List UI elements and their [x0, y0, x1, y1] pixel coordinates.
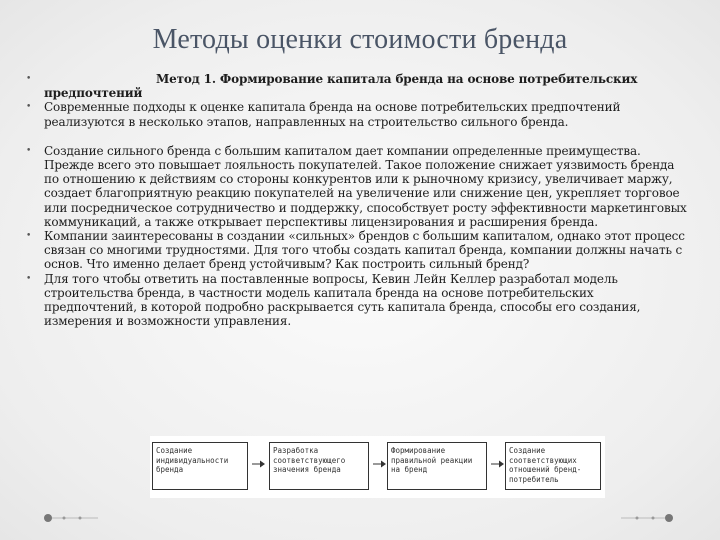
arrow-right-icon	[373, 459, 386, 469]
bullet-item	[22, 100, 690, 128]
bullet-dot-icon: •	[26, 273, 32, 284]
arrow-right-icon	[491, 459, 504, 469]
bullet-text: Для того чтобы ответить на поставленные вопросы, Кевин Лейн Келлер разработал модель строительства бренда, в частности модель капитала бренда на основе потребительских предпочтений, в которой подробно раскрывается суть капитала бренда, способы его создания, измерения и возможности управления.	[44, 271, 641, 329]
bullet-dot-icon: •	[26, 231, 32, 242]
diagram-step-box: Создание соответствующих отношений бренд-потребитель	[505, 442, 601, 490]
decorative-dots-left	[42, 512, 102, 524]
slide-content	[22, 72, 690, 328]
bullet-dot-icon: •	[26, 102, 32, 113]
brand-equity-flow-diagram	[150, 436, 605, 498]
bullet-text: Создание сильного бренда с большим капиталом дает компании определенные преимущества. Прежде всего это повышает лояльность покупателей. Такое положение снижает уязвимость бренда по отношению к действиям со стороны конкурентов или к рыночному кризису, увеличивает маржу, создает благоприятную реакцию покупателей на увеличение или снижение цен, укрепляет торговое или посредническое сотрудничество и поддержку, способствует росту эффективности маркетинговых коммуникаций, а также открывает перспективы лицензирования и расширения бренда.	[44, 143, 687, 229]
decorative-dots-right	[617, 512, 677, 524]
bullet-dot-icon: •	[26, 145, 32, 156]
diagram-step-box: Создание индивидуальности бренда	[152, 442, 248, 490]
diagram-step-box: Разработка соответствующего значения бренда	[269, 442, 369, 490]
arrow-right-icon	[252, 459, 265, 469]
bullet-item	[22, 229, 690, 272]
method-heading: Метод 1. Формирование капитала бренда на основе потребительских предпочтений	[44, 72, 638, 101]
bullet-item	[22, 144, 690, 229]
slide-title: Методы оценки стоимости бренда	[152, 24, 568, 55]
diagram-step-box: Формирование правильной реакции на бренд	[387, 442, 487, 490]
bullet-dot-icon: •	[26, 74, 32, 84]
bullet-text: Современные подходы к оценке капитала бренда на основе потребительских предпочтений реализуются в несколько этапов, направленных на строительство сильного бренда.	[44, 100, 621, 129]
bullet-text: Компании заинтересованы в создании «сильных» брендов с большим капиталом, однако этот процесс связан со многими трудностями. Для того чтобы создать капитал бренда, компании должны начать с основ. Что именно делает бренд устойчивым? Как построить сильный бренд?	[44, 229, 685, 272]
bullet-item	[22, 72, 690, 100]
bullet-item	[22, 272, 690, 329]
